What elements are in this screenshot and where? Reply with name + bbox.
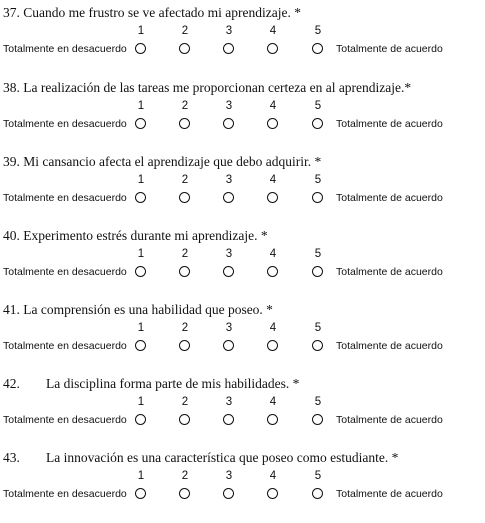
radio-option-2[interactable] [179,488,190,499]
scale-number-1: 1 [137,396,145,408]
scale-number-4: 4 [269,25,277,37]
scale-number-2: 2 [181,174,189,186]
question-42 [0,375,485,449]
radio-option-4[interactable] [267,43,278,54]
question-38 [0,79,485,153]
radio-option-1[interactable] [135,414,146,425]
scale-right-label: Totalmente de acuerdo [336,488,443,500]
scale-number-4: 4 [269,470,277,482]
question-number: 42. [3,376,20,391]
radio-option-5[interactable] [312,118,323,129]
question-title [3,4,301,22]
radio-option-4[interactable] [267,340,278,351]
question-title [3,449,398,467]
question-text: Cuando me frustro se ve afectado mi aprendizaje. * [23,5,302,20]
radio-option-2[interactable] [179,266,190,277]
scale-number-4: 4 [269,248,277,260]
scale-number-5: 5 [314,470,322,482]
scale-left-label: Totalmente en desacuerdo [3,266,127,278]
scale-number-4: 4 [269,322,277,334]
question-text: Mi cansancio afecta el aprendizaje que debo adquirir. * [23,154,322,169]
radio-option-4[interactable] [267,118,278,129]
scale-number-5: 5 [314,25,322,37]
scale-number-2: 2 [181,322,189,334]
scale-number-3: 3 [225,396,233,408]
radio-option-1[interactable] [135,488,146,499]
radio-option-2[interactable] [179,192,190,203]
radio-option-2[interactable] [179,340,190,351]
radio-option-2[interactable] [179,118,190,129]
radio-option-1[interactable] [135,192,146,203]
scale-number-1: 1 [137,100,145,112]
scale-number-2: 2 [181,100,189,112]
question-text: La comprensión es una habilidad que poseo. * [23,302,273,317]
scale-number-2: 2 [181,470,189,482]
question-text: Experimento estrés durante mi aprendizaje. * [23,228,268,243]
scale-number-1: 1 [137,174,145,186]
radio-option-1[interactable] [135,266,146,277]
scale-number-5: 5 [314,174,322,186]
scale-number-5: 5 [314,248,322,260]
radio-option-3[interactable] [223,340,234,351]
radio-option-4[interactable] [267,266,278,277]
scale-number-5: 5 [314,100,322,112]
radio-option-5[interactable] [312,414,323,425]
question-number: 39. [3,154,20,169]
radio-option-3[interactable] [223,488,234,499]
scale-left-label: Totalmente en desacuerdo [3,488,127,500]
scale-number-2: 2 [181,396,189,408]
radio-option-3[interactable] [223,266,234,277]
radio-option-1[interactable] [135,43,146,54]
scale-number-1: 1 [137,470,145,482]
radio-option-5[interactable] [312,192,323,203]
scale-number-3: 3 [225,25,233,37]
question-41 [0,301,485,375]
scale-number-2: 2 [181,248,189,260]
scale-number-4: 4 [269,174,277,186]
scale-number-5: 5 [314,322,322,334]
radio-option-2[interactable] [179,43,190,54]
question-number: 40. [3,228,20,243]
scale-left-label: Totalmente en desacuerdo [3,414,127,426]
question-number: 37. [3,5,20,20]
radio-option-4[interactable] [267,488,278,499]
scale-right-label: Totalmente de acuerdo [336,414,443,426]
scale-number-4: 4 [269,100,277,112]
radio-option-3[interactable] [223,43,234,54]
question-number: 41. [3,302,20,317]
radio-option-1[interactable] [135,340,146,351]
radio-option-5[interactable] [312,488,323,499]
scale-number-3: 3 [225,322,233,334]
scale-number-3: 3 [225,174,233,186]
radio-option-3[interactable] [223,118,234,129]
scale-right-label: Totalmente de acuerdo [336,266,443,278]
question-title [3,79,411,97]
scale-right-label: Totalmente de acuerdo [336,192,443,204]
question-text: La realización de las tareas me proporcionan certeza en al aprendizaje.* [23,80,412,95]
scale-number-3: 3 [225,248,233,260]
scale-number-3: 3 [225,100,233,112]
scale-number-1: 1 [137,322,145,334]
scale-number-3: 3 [225,470,233,482]
scale-left-label: Totalmente en desacuerdo [3,340,127,352]
radio-option-3[interactable] [223,414,234,425]
question-text: La disciplina forma parte de mis habilidades. * [46,376,300,391]
radio-option-4[interactable] [267,414,278,425]
scale-left-label: Totalmente en desacuerdo [3,43,127,55]
radio-option-1[interactable] [135,118,146,129]
question-39 [0,153,485,227]
radio-option-5[interactable] [312,340,323,351]
radio-option-4[interactable] [267,192,278,203]
scale-number-1: 1 [137,25,145,37]
scale-left-label: Totalmente en desacuerdo [3,192,127,204]
radio-option-5[interactable] [312,266,323,277]
scale-right-label: Totalmente de acuerdo [336,340,443,352]
question-37 [0,4,485,78]
radio-option-5[interactable] [312,43,323,54]
question-43 [0,449,485,523]
scale-number-1: 1 [137,248,145,260]
question-40 [0,227,485,301]
question-number: 38. [3,80,20,95]
question-text: La innovación es una característica que poseo como estudiante. * [46,450,399,465]
question-title [3,301,273,319]
scale-right-label: Totalmente de acuerdo [336,118,443,130]
scale-right-label: Totalmente de acuerdo [336,43,443,55]
scale-number-4: 4 [269,396,277,408]
scale-number-5: 5 [314,396,322,408]
question-title [3,227,268,245]
radio-option-2[interactable] [179,414,190,425]
question-title [3,375,299,393]
question-number: 43. [3,450,20,465]
scale-number-2: 2 [181,25,189,37]
question-title [3,153,321,171]
radio-option-3[interactable] [223,192,234,203]
scale-left-label: Totalmente en desacuerdo [3,118,127,130]
